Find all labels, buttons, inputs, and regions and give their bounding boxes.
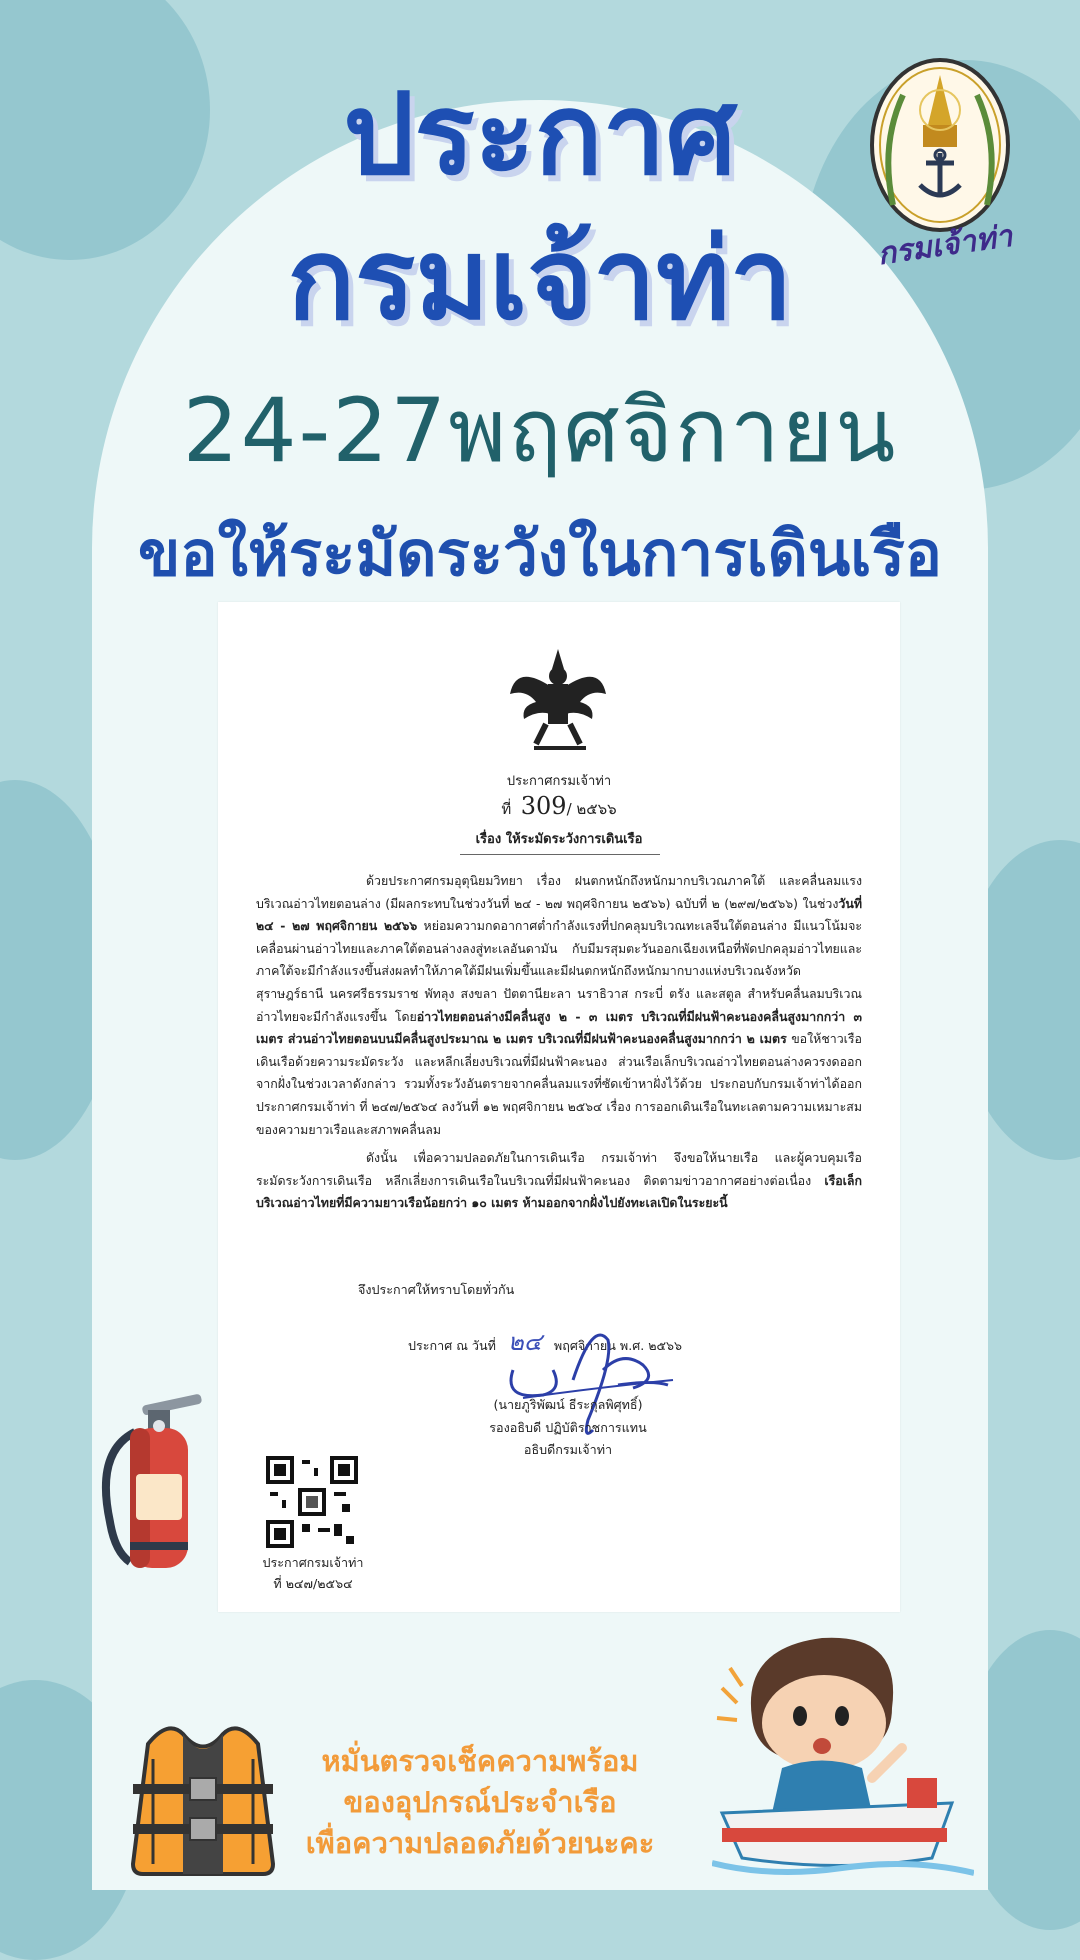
document-subject: เรื่อง ให้ระมัดระวังการเดินเรือ bbox=[475, 832, 643, 847]
safety-reminder bbox=[260, 1741, 700, 1864]
life-vest-icon bbox=[128, 1714, 278, 1879]
dated-suffix: พฤศจิกายน พ.ศ. ๒๕๖๖ bbox=[553, 1338, 683, 1353]
signer-role: อธิบดีกรมเจ้าท่า bbox=[523, 1442, 613, 1458]
dated-day: ๒๔ bbox=[507, 1328, 542, 1356]
number-value: 309 bbox=[520, 792, 567, 820]
qr-code-icon[interactable] bbox=[262, 1452, 362, 1552]
title-marine-department: กรมเจ้าท่า bbox=[287, 215, 793, 345]
announcement-document bbox=[218, 602, 900, 1612]
announce-line: จึงประกาศให้ทราบโดยทั่วกัน bbox=[358, 1282, 515, 1297]
reminder-line: เพื่อความปลอดภัยด้วยนะคะ bbox=[305, 1826, 655, 1860]
document-number bbox=[218, 792, 900, 821]
para1-text: ขอให้ชาวเรือเดินเรือด้วยความระมัดระวัง และหลีกเลี่ยงบริเวณที่มีฝนฟ้าคะนอง ส่วนเรือเล็กบริเวณอ่าวไทยตอนล่างควรงดออกจากฝั่งในช่วงเวลาดังกล่าว รวมทั้งระวังอันตรายจากคลื่นลมแรงที่ซัดเข้าหาฝั่งไว้ด้วย ประกอบกับกรมเจ้าท่าได้ออกประกาศกรมเจ้าท่า ที่ ๒๔๗/๒๕๖๔ ลงวันที่ ๑๒ พฤศจิกายน ๒๕๖๔ เรื่อง การออกเดินเรือในทะเลตามความเหมาะสมของความยาวเรือและสภาพคลื่นลม bbox=[256, 1031, 862, 1137]
paragraph-1 bbox=[256, 870, 862, 1141]
navigation-warning: ขอให้ระมัดระวังในการเดินเรือ bbox=[137, 517, 943, 590]
para2-text: ดังนั้น เพื่อความปลอดภัยในการเดินเรือ กรมเจ้าท่า จึงขอให้นายเรือ และผู้ควบคุมเรือระมัดระวังการเดินเรือ หลีกเลี่ยงการเดินเรือในบริเวณที่มีฝนฟ้าคะนอง ติดตามข่าวอากาศอย่างต่อเนื่อง bbox=[256, 1150, 862, 1188]
date-range: 24-27พฤศจิกายน bbox=[182, 379, 898, 482]
signer-block bbox=[458, 1394, 678, 1462]
dated-prefix: ประกาศ ณ วันที่ bbox=[408, 1338, 496, 1353]
para1-bold-dates: วันที่ ๒๔ - ๒๗ พฤศจิกายน ๒๕๖๖ bbox=[256, 895, 862, 934]
para1-text: หย่อมความกดอากาศต่ำกำลังแรงที่ปกคลุมบริเวณทะเลจีนใต้ตอนล่าง มีแนวโน้มจะเคลื่อนผ่านอ่าวไทยและภาคใต้ตอนล่างลงสู่ทะเลอันดามัน กับมีมรสุมตะวันออกเฉียงเหนือที่พัดปกคลุมอ่าวไทยและภาคใต้จะมีกำลังแรงขึ้นส่งผลทำให้ภาคใต้มีฝนเพิ่มขึ้นและมีฝนตกหนักถึงหนักมากบางแห่งบริเวณจังหวัดสุราษฎร์ธานี นครศรีธรรมราช พัทลุง สงขลา ปัตตานียะลา นราธิวาส กระบี่ ตรัง และสตูล สำหรับคลื่นลมบริเวณอ่าวไทยจะมีกำลังแรงขึ้น โดย bbox=[256, 918, 862, 1024]
signer-name: (นายภูริพัฒน์ ธีระกุลพิศุทธิ์) bbox=[493, 1397, 643, 1412]
paragraph-2 bbox=[256, 1147, 862, 1215]
qr-caption-line: ประกาศกรมเจ้าท่า bbox=[262, 1555, 364, 1570]
divider bbox=[460, 854, 660, 855]
title-announcement: ประกาศ bbox=[343, 70, 737, 200]
signer-role: รองอธิบดี ปฏิบัติราชการแทน bbox=[489, 1419, 647, 1435]
para2-bold-ban: เรือเล็กบริเวณอ่าวไทยที่มีความยาวเรือน้อยกว่า ๑๐ เมตร ห้ามออกจากฝั่งไปยังทะเลเปิดในระยะนี้ bbox=[256, 1172, 862, 1211]
reminder-line: ของอุปกรณ์ประจำเรือ bbox=[343, 1785, 617, 1819]
para1-text: ด้วยประกาศกรมอุตุนิยมวิทยา เรื่อง ฝนตกหนักถึงหนักมากบริเวณภาคใต้ และคลื่นลมแรงบริเวณอ่าวไทยตอนล่าง (มีผลกระทบในช่วงวันที่ ๒๔ - ๒๗ พฤศจิกายน ๒๕๖๖) ฉบับที่ ๒ (๒๙๗/๒๕๖๖) ในช่วง bbox=[256, 873, 862, 911]
qr-caption-line: ที่ ๒๔๗/๒๕๖๔ bbox=[273, 1576, 353, 1591]
boy-on-boat-icon bbox=[712, 1628, 974, 1880]
document-body bbox=[256, 870, 862, 1215]
document-heading: ประกาศกรมเจ้าท่า bbox=[506, 774, 612, 789]
reminder-line: หมั่นตรวจเช็คความพร้อม bbox=[321, 1744, 639, 1778]
number-prefix: ที่ bbox=[501, 800, 512, 818]
logo-caption: กรมเจ้าท่า bbox=[875, 218, 1015, 273]
fire-extinguisher-icon bbox=[90, 1392, 210, 1577]
garuda-emblem-icon bbox=[506, 644, 610, 754]
para1-bold-waves: อ่าวไทยตอนล่างมีคลื่นสูง ๒ - ๓ เมตร บริเวณที่มีฝนฟ้าคะนองคลื่นสูงมากกว่า ๓ เมตร ส่วนอ่าวไทยตอนบนมีคลื่นสูงประมาณ ๒ เมตร บริเวณที่มีฝนฟ้าคะนองคลื่นสูงมากกว่า ๒ เมตร bbox=[256, 1008, 862, 1047]
number-suffix: / ๒๕๖๖ bbox=[566, 800, 617, 818]
qr-caption bbox=[238, 1552, 388, 1594]
